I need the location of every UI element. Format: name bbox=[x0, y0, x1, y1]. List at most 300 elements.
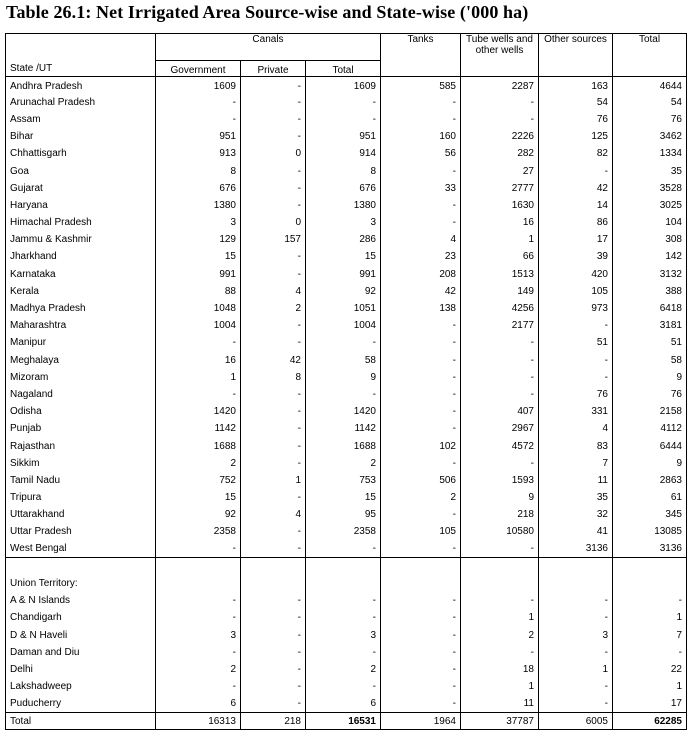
cell-wells: 1593 bbox=[461, 472, 539, 489]
cell-tanks: 33 bbox=[381, 180, 461, 197]
cell-name: West Bengal bbox=[6, 541, 156, 558]
cell-tanks: 42 bbox=[381, 283, 461, 300]
cell-gov: 2358 bbox=[156, 523, 241, 540]
cell-canal-total: 914 bbox=[306, 145, 381, 162]
cell-total: 35 bbox=[613, 162, 687, 179]
cell-wells: 218 bbox=[461, 506, 539, 523]
empty-cell bbox=[241, 575, 306, 592]
cell-pvt: 2 bbox=[241, 300, 306, 317]
table-row bbox=[6, 644, 687, 661]
cell-other: 125 bbox=[539, 128, 613, 145]
cell-other: 39 bbox=[539, 248, 613, 265]
empty-cell bbox=[381, 558, 461, 575]
cell-total: 7 bbox=[613, 627, 687, 644]
cell-pvt: - bbox=[241, 162, 306, 179]
cell-pvt: 218 bbox=[241, 712, 306, 729]
cell-total: 9 bbox=[613, 369, 687, 386]
cell-gov: 129 bbox=[156, 231, 241, 248]
table-row bbox=[6, 437, 687, 454]
cell-canal-total: 991 bbox=[306, 266, 381, 283]
cell-tanks: - bbox=[381, 541, 461, 558]
table-row bbox=[6, 94, 687, 111]
cell-tanks: 208 bbox=[381, 266, 461, 283]
table-row bbox=[6, 678, 687, 695]
cell-total: 22 bbox=[613, 661, 687, 678]
cell-total: 308 bbox=[613, 231, 687, 248]
cell-gov: 1004 bbox=[156, 317, 241, 334]
cell-canal-total: 676 bbox=[306, 180, 381, 197]
cell-canal-total: 286 bbox=[306, 231, 381, 248]
cell-gov: - bbox=[156, 111, 241, 128]
cell-wells: - bbox=[461, 94, 539, 111]
cell-gov: 16 bbox=[156, 352, 241, 369]
cell-wells: 4256 bbox=[461, 300, 539, 317]
cell-total: 62285 bbox=[613, 712, 687, 729]
header-tube-wells: Tube wells and other wells bbox=[461, 34, 539, 77]
cell-pvt: - bbox=[241, 609, 306, 626]
cell-pvt: - bbox=[241, 386, 306, 403]
cell-total: 4112 bbox=[613, 420, 687, 437]
cell-total: 1334 bbox=[613, 145, 687, 162]
cell-other: 331 bbox=[539, 403, 613, 420]
table-row bbox=[6, 317, 687, 334]
cell-other: 3 bbox=[539, 627, 613, 644]
cell-tanks: - bbox=[381, 317, 461, 334]
cell-name: Uttar Pradesh bbox=[6, 523, 156, 540]
cell-pvt: - bbox=[241, 678, 306, 695]
cell-wells: 4572 bbox=[461, 437, 539, 454]
cell-pvt: - bbox=[241, 317, 306, 334]
cell-name: Haryana bbox=[6, 197, 156, 214]
cell-gov: 6 bbox=[156, 695, 241, 712]
table-row bbox=[6, 420, 687, 437]
cell-tanks: - bbox=[381, 197, 461, 214]
cell-wells: - bbox=[461, 455, 539, 472]
table-row bbox=[6, 300, 687, 317]
empty-cell bbox=[381, 575, 461, 592]
cell-pvt: - bbox=[241, 541, 306, 558]
cell-total: 13085 bbox=[613, 523, 687, 540]
spacer-row bbox=[6, 558, 687, 575]
cell-canal-total: 1609 bbox=[306, 77, 381, 94]
cell-canal-total: 3 bbox=[306, 214, 381, 231]
cell-name: Madhya Pradesh bbox=[6, 300, 156, 317]
table-row bbox=[6, 506, 687, 523]
cell-wells: 18 bbox=[461, 661, 539, 678]
cell-canal-total: 1004 bbox=[306, 317, 381, 334]
cell-pvt: - bbox=[241, 248, 306, 265]
cell-name: Kerala bbox=[6, 283, 156, 300]
cell-wells: - bbox=[461, 352, 539, 369]
cell-gov: - bbox=[156, 94, 241, 111]
cell-pvt: - bbox=[241, 111, 306, 128]
table-row bbox=[6, 386, 687, 403]
cell-name: Delhi bbox=[6, 661, 156, 678]
cell-pvt: - bbox=[241, 523, 306, 540]
cell-gov: - bbox=[156, 678, 241, 695]
cell-wells: 66 bbox=[461, 248, 539, 265]
cell-tanks: 56 bbox=[381, 145, 461, 162]
cell-canal-total: 3 bbox=[306, 627, 381, 644]
header-private: Private bbox=[241, 61, 306, 77]
cell-total: 51 bbox=[613, 334, 687, 351]
table-row bbox=[6, 248, 687, 265]
cell-other: 11 bbox=[539, 472, 613, 489]
cell-other: - bbox=[539, 592, 613, 609]
cell-gov: 991 bbox=[156, 266, 241, 283]
cell-name: Nagaland bbox=[6, 386, 156, 403]
cell-tanks: 585 bbox=[381, 77, 461, 94]
cell-gov: 1142 bbox=[156, 420, 241, 437]
cell-wells: 2177 bbox=[461, 317, 539, 334]
cell-name: Chhattisgarh bbox=[6, 145, 156, 162]
cell-canal-total: 1142 bbox=[306, 420, 381, 437]
cell-wells: 2777 bbox=[461, 180, 539, 197]
empty-cell bbox=[539, 558, 613, 575]
cell-tanks: - bbox=[381, 661, 461, 678]
cell-gov: - bbox=[156, 592, 241, 609]
empty-cell bbox=[241, 558, 306, 575]
cell-gov: 951 bbox=[156, 128, 241, 145]
table-row bbox=[6, 403, 687, 420]
cell-tanks: - bbox=[381, 94, 461, 111]
cell-gov: 8 bbox=[156, 162, 241, 179]
cell-canal-total: 2 bbox=[306, 455, 381, 472]
cell-total: 6418 bbox=[613, 300, 687, 317]
cell-tanks: - bbox=[381, 644, 461, 661]
cell-tanks: 4 bbox=[381, 231, 461, 248]
cell-wells: 1 bbox=[461, 678, 539, 695]
cell-name: Manipur bbox=[6, 334, 156, 351]
cell-pvt: 4 bbox=[241, 506, 306, 523]
table-row bbox=[6, 592, 687, 609]
cell-pvt: 0 bbox=[241, 145, 306, 162]
cell-other: - bbox=[539, 678, 613, 695]
cell-pvt: - bbox=[241, 266, 306, 283]
table-row bbox=[6, 77, 687, 94]
cell-tanks: - bbox=[381, 420, 461, 437]
cell-name: Gujarat bbox=[6, 180, 156, 197]
cell-canal-total: 15 bbox=[306, 248, 381, 265]
empty-cell bbox=[306, 558, 381, 575]
cell-total: 76 bbox=[613, 111, 687, 128]
cell-tanks: - bbox=[381, 386, 461, 403]
cell-gov: 2 bbox=[156, 661, 241, 678]
cell-name: Maharashtra bbox=[6, 317, 156, 334]
cell-total: 2863 bbox=[613, 472, 687, 489]
cell-total: 142 bbox=[613, 248, 687, 265]
cell-pvt: - bbox=[241, 695, 306, 712]
cell-total: 345 bbox=[613, 506, 687, 523]
cell-pvt: - bbox=[241, 128, 306, 145]
cell-total: 1 bbox=[613, 609, 687, 626]
cell-pvt: - bbox=[241, 420, 306, 437]
table-row bbox=[6, 214, 687, 231]
cell-total: 58 bbox=[613, 352, 687, 369]
cell-canal-total: - bbox=[306, 592, 381, 609]
irrigation-table bbox=[5, 33, 687, 730]
cell-other: 4 bbox=[539, 420, 613, 437]
cell-pvt: 42 bbox=[241, 352, 306, 369]
cell-name: Punjab bbox=[6, 420, 156, 437]
empty-cell bbox=[461, 575, 539, 592]
cell-name: Bihar bbox=[6, 128, 156, 145]
cell-wells: 1513 bbox=[461, 266, 539, 283]
cell-other: 76 bbox=[539, 386, 613, 403]
cell-pvt: - bbox=[241, 94, 306, 111]
cell-total: 61 bbox=[613, 489, 687, 506]
table-row bbox=[6, 266, 687, 283]
cell-wells: 407 bbox=[461, 403, 539, 420]
cell-canal-total: - bbox=[306, 334, 381, 351]
cell-name: Jharkhand bbox=[6, 248, 156, 265]
cell-pvt: - bbox=[241, 592, 306, 609]
cell-name: Daman and Diu bbox=[6, 644, 156, 661]
cell-name: Total bbox=[6, 712, 156, 729]
cell-total: - bbox=[613, 592, 687, 609]
cell-tanks: - bbox=[381, 352, 461, 369]
cell-other: - bbox=[539, 162, 613, 179]
cell-other: 82 bbox=[539, 145, 613, 162]
cell-canal-total: - bbox=[306, 94, 381, 111]
cell-canal-total: 1420 bbox=[306, 403, 381, 420]
total-row bbox=[6, 712, 687, 729]
cell-wells: 1 bbox=[461, 231, 539, 248]
cell-gov: 913 bbox=[156, 145, 241, 162]
cell-name: Tamil Nadu bbox=[6, 472, 156, 489]
cell-name: Puducherry bbox=[6, 695, 156, 712]
cell-tanks: 102 bbox=[381, 437, 461, 454]
table-row bbox=[6, 180, 687, 197]
cell-canal-total: 15 bbox=[306, 489, 381, 506]
cell-canal-total: - bbox=[306, 386, 381, 403]
table-row bbox=[6, 111, 687, 128]
cell-other: 6005 bbox=[539, 712, 613, 729]
cell-gov: 1 bbox=[156, 369, 241, 386]
empty-cell bbox=[156, 558, 241, 575]
cell-total: 17 bbox=[613, 695, 687, 712]
cell-gov: - bbox=[156, 609, 241, 626]
cell-other: 105 bbox=[539, 283, 613, 300]
cell-total: 3132 bbox=[613, 266, 687, 283]
cell-canal-total: 8 bbox=[306, 162, 381, 179]
cell-pvt: - bbox=[241, 627, 306, 644]
cell-other: - bbox=[539, 352, 613, 369]
cell-canal-total: 1051 bbox=[306, 300, 381, 317]
table-row bbox=[6, 627, 687, 644]
table-row bbox=[6, 523, 687, 540]
cell-other: 86 bbox=[539, 214, 613, 231]
ut-heading: Union Territory: bbox=[6, 575, 156, 592]
cell-canal-total: - bbox=[306, 609, 381, 626]
empty-cell bbox=[613, 558, 687, 575]
cell-canal-total: 95 bbox=[306, 506, 381, 523]
cell-tanks: - bbox=[381, 678, 461, 695]
cell-wells: 11 bbox=[461, 695, 539, 712]
cell-gov: 1380 bbox=[156, 197, 241, 214]
table-body bbox=[6, 77, 687, 730]
cell-wells: - bbox=[461, 644, 539, 661]
cell-other: 35 bbox=[539, 489, 613, 506]
cell-pvt: - bbox=[241, 644, 306, 661]
cell-name: Chandigarh bbox=[6, 609, 156, 626]
header-canals: Canals bbox=[156, 34, 381, 61]
cell-gov: - bbox=[156, 334, 241, 351]
cell-name: Jammu & Kashmir bbox=[6, 231, 156, 248]
cell-pvt: 0 bbox=[241, 214, 306, 231]
cell-tanks: - bbox=[381, 609, 461, 626]
cell-wells: - bbox=[461, 369, 539, 386]
cell-other: 14 bbox=[539, 197, 613, 214]
cell-gov: - bbox=[156, 541, 241, 558]
table-row bbox=[6, 695, 687, 712]
cell-other: - bbox=[539, 609, 613, 626]
cell-tanks: 23 bbox=[381, 248, 461, 265]
cell-total: 1 bbox=[613, 678, 687, 695]
cell-total: 2158 bbox=[613, 403, 687, 420]
cell-pvt: - bbox=[241, 403, 306, 420]
cell-name: A & N Islands bbox=[6, 592, 156, 609]
table-row bbox=[6, 334, 687, 351]
cell-tanks: 506 bbox=[381, 472, 461, 489]
cell-wells: 16 bbox=[461, 214, 539, 231]
cell-tanks: 160 bbox=[381, 128, 461, 145]
cell-canal-total: 16531 bbox=[306, 712, 381, 729]
cell-gov: 16313 bbox=[156, 712, 241, 729]
cell-other: - bbox=[539, 695, 613, 712]
cell-gov: 1048 bbox=[156, 300, 241, 317]
cell-wells: 149 bbox=[461, 283, 539, 300]
cell-tanks: - bbox=[381, 592, 461, 609]
cell-total: 104 bbox=[613, 214, 687, 231]
header-government: Government bbox=[156, 61, 241, 77]
cell-other: 51 bbox=[539, 334, 613, 351]
cell-wells: 37787 bbox=[461, 712, 539, 729]
cell-tanks: - bbox=[381, 627, 461, 644]
cell-name: Arunachal Pradesh bbox=[6, 94, 156, 111]
cell-name: Rajasthan bbox=[6, 437, 156, 454]
cell-canal-total: - bbox=[306, 541, 381, 558]
cell-total: 3136 bbox=[613, 541, 687, 558]
cell-other: 420 bbox=[539, 266, 613, 283]
cell-canal-total: 58 bbox=[306, 352, 381, 369]
header-canals-total: Total bbox=[306, 61, 381, 77]
cell-name: Karnataka bbox=[6, 266, 156, 283]
cell-gov: 1420 bbox=[156, 403, 241, 420]
cell-tanks: - bbox=[381, 162, 461, 179]
cell-wells: - bbox=[461, 386, 539, 403]
cell-gov: 2 bbox=[156, 455, 241, 472]
table-row bbox=[6, 455, 687, 472]
cell-name: Meghalaya bbox=[6, 352, 156, 369]
cell-total: 76 bbox=[613, 386, 687, 403]
cell-total: 3025 bbox=[613, 197, 687, 214]
cell-tanks: - bbox=[381, 369, 461, 386]
cell-tanks: 138 bbox=[381, 300, 461, 317]
cell-other: 3136 bbox=[539, 541, 613, 558]
cell-canal-total: 951 bbox=[306, 128, 381, 145]
table-row bbox=[6, 197, 687, 214]
cell-total: - bbox=[613, 644, 687, 661]
header-other-sources: Other sources bbox=[539, 34, 613, 77]
cell-wells: 9 bbox=[461, 489, 539, 506]
cell-tanks: - bbox=[381, 403, 461, 420]
cell-wells: 27 bbox=[461, 162, 539, 179]
ut-heading-row bbox=[6, 575, 687, 592]
cell-other: 163 bbox=[539, 77, 613, 94]
cell-total: 54 bbox=[613, 94, 687, 111]
cell-pvt: 157 bbox=[241, 231, 306, 248]
cell-name: Andhra Pradesh bbox=[6, 77, 156, 94]
cell-tanks: - bbox=[381, 455, 461, 472]
cell-pvt: - bbox=[241, 437, 306, 454]
empty-cell bbox=[306, 575, 381, 592]
cell-canal-total: - bbox=[306, 678, 381, 695]
cell-pvt: - bbox=[241, 661, 306, 678]
cell-total: 3528 bbox=[613, 180, 687, 197]
cell-name: Himachal Pradesh bbox=[6, 214, 156, 231]
cell-pvt: 8 bbox=[241, 369, 306, 386]
cell-wells: 2967 bbox=[461, 420, 539, 437]
table-row bbox=[6, 162, 687, 179]
cell-gov: 676 bbox=[156, 180, 241, 197]
empty-cell bbox=[461, 558, 539, 575]
cell-other: - bbox=[539, 644, 613, 661]
table-row bbox=[6, 283, 687, 300]
cell-canal-total: - bbox=[306, 644, 381, 661]
table-row bbox=[6, 145, 687, 162]
cell-other: 76 bbox=[539, 111, 613, 128]
cell-total: 6444 bbox=[613, 437, 687, 454]
cell-total: 388 bbox=[613, 283, 687, 300]
cell-pvt: - bbox=[241, 197, 306, 214]
cell-wells: 2226 bbox=[461, 128, 539, 145]
header-state: State /UT bbox=[6, 34, 156, 77]
cell-other: 32 bbox=[539, 506, 613, 523]
cell-wells: 1 bbox=[461, 609, 539, 626]
cell-pvt: - bbox=[241, 334, 306, 351]
cell-gov: 1688 bbox=[156, 437, 241, 454]
header-total: Total bbox=[613, 34, 687, 77]
cell-wells: - bbox=[461, 334, 539, 351]
cell-name: Lakshadweep bbox=[6, 678, 156, 695]
table-row bbox=[6, 661, 687, 678]
table-row bbox=[6, 352, 687, 369]
cell-pvt: 1 bbox=[241, 472, 306, 489]
cell-tanks: 2 bbox=[381, 489, 461, 506]
cell-wells: - bbox=[461, 111, 539, 128]
cell-pvt: - bbox=[241, 180, 306, 197]
cell-canal-total: 2 bbox=[306, 661, 381, 678]
cell-canal-total: 1688 bbox=[306, 437, 381, 454]
cell-canal-total: 1380 bbox=[306, 197, 381, 214]
cell-pvt: - bbox=[241, 455, 306, 472]
cell-wells: 2287 bbox=[461, 77, 539, 94]
cell-canal-total: 2358 bbox=[306, 523, 381, 540]
cell-wells: 282 bbox=[461, 145, 539, 162]
cell-tanks: - bbox=[381, 214, 461, 231]
cell-wells: 10580 bbox=[461, 523, 539, 540]
table-row bbox=[6, 369, 687, 386]
cell-name: Sikkim bbox=[6, 455, 156, 472]
cell-other: 41 bbox=[539, 523, 613, 540]
empty-cell bbox=[613, 575, 687, 592]
cell-other: - bbox=[539, 369, 613, 386]
cell-other: 7 bbox=[539, 455, 613, 472]
cell-name: Uttarakhand bbox=[6, 506, 156, 523]
cell-name: Mizoram bbox=[6, 369, 156, 386]
cell-gov: 1609 bbox=[156, 77, 241, 94]
